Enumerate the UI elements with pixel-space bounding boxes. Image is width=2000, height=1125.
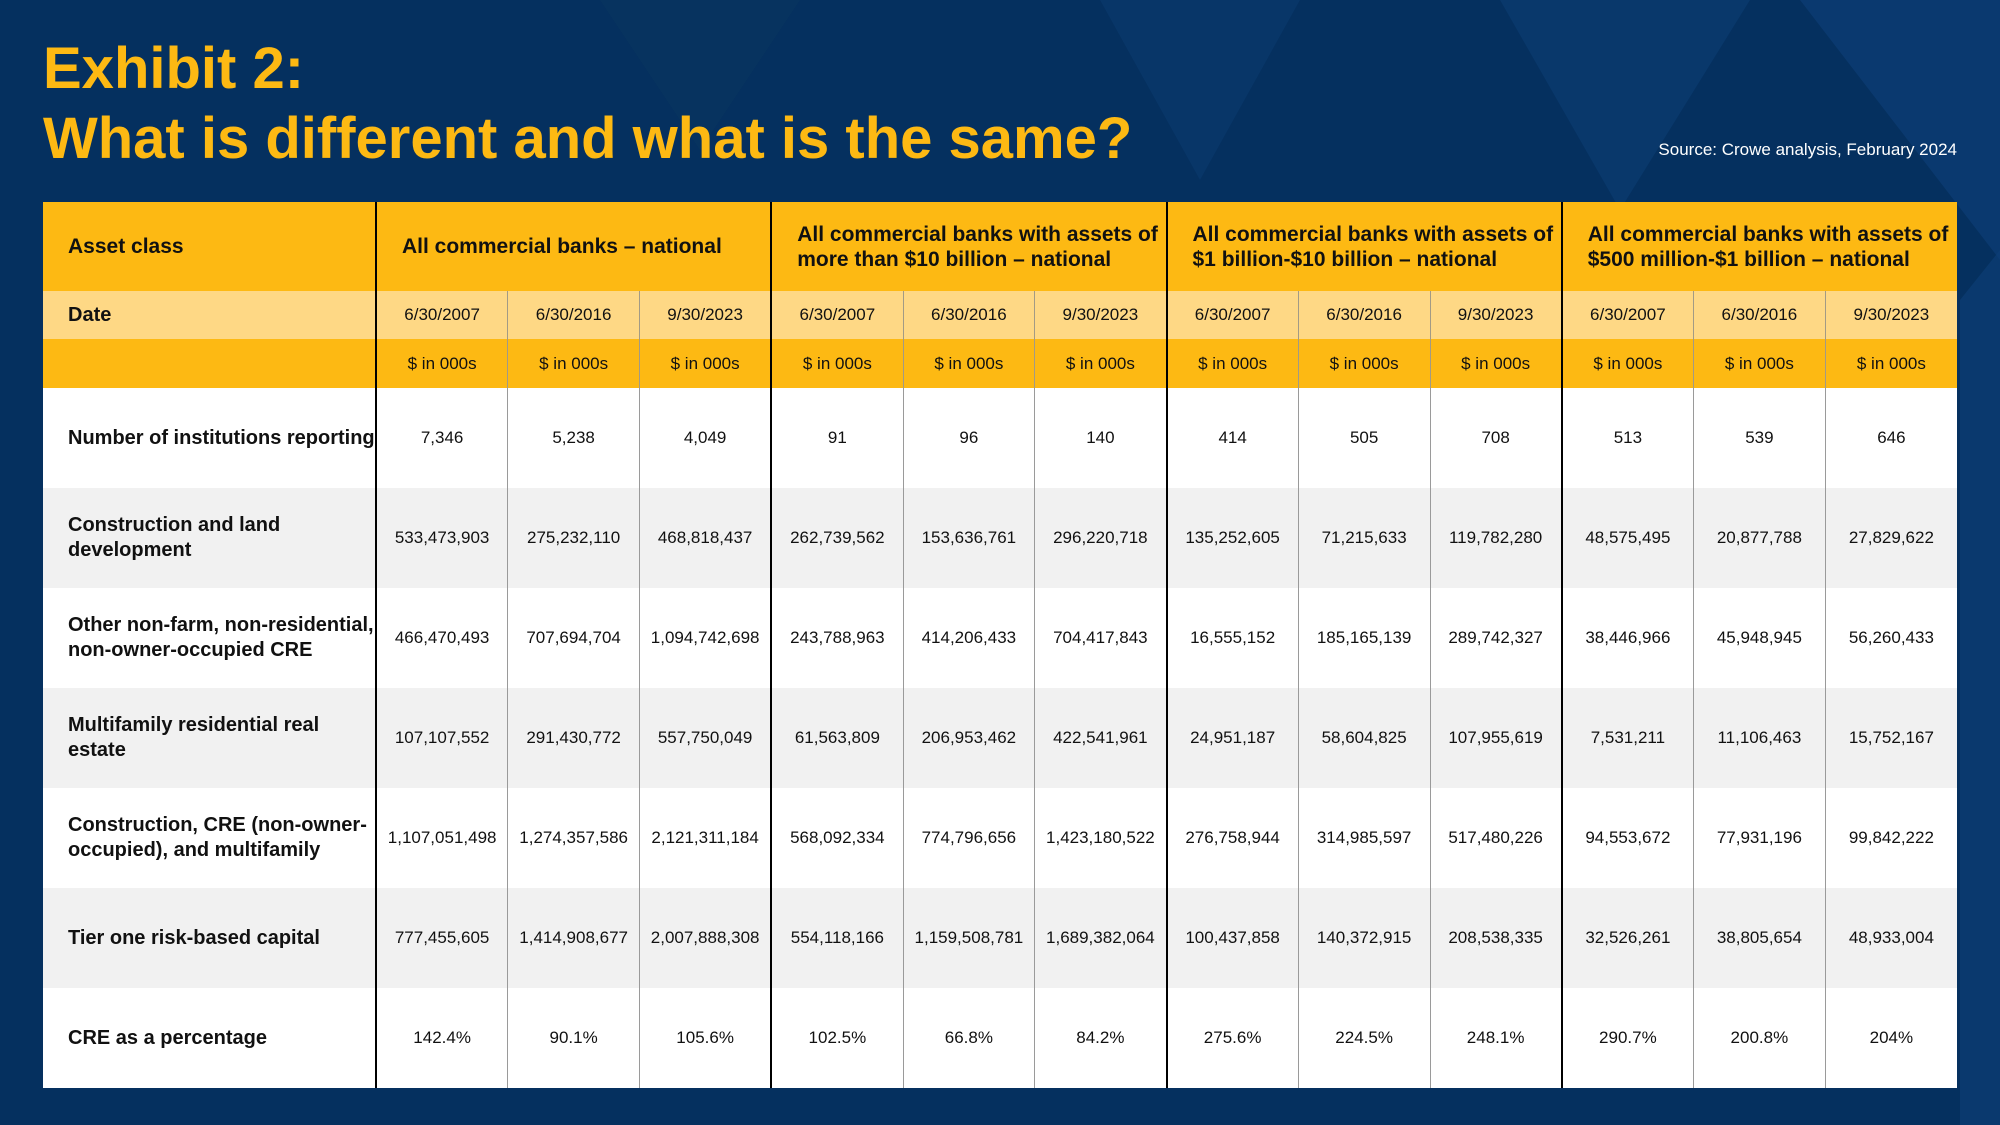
value-cell: 84.2% <box>1035 988 1167 1088</box>
value-cell: 58,604,825 <box>1298 688 1430 788</box>
value-cell: 102.5% <box>771 988 903 1088</box>
date-cell: 9/30/2023 <box>640 291 772 339</box>
value-cell: 38,446,966 <box>1562 588 1694 688</box>
group-header: All commercial banks – national <box>376 202 771 291</box>
date-cell: 9/30/2023 <box>1825 291 1957 339</box>
value-cell: 1,414,908,677 <box>508 888 640 988</box>
row-label: Tier one risk-based capital <box>43 888 376 988</box>
value-cell: 96 <box>903 388 1035 488</box>
value-cell: 38,805,654 <box>1694 888 1826 988</box>
date-row <box>43 291 1957 339</box>
value-cell: 45,948,945 <box>1694 588 1826 688</box>
date-cell: 6/30/2007 <box>771 291 903 339</box>
value-cell: 290.7% <box>1562 988 1694 1088</box>
value-cell: 1,094,742,698 <box>640 588 772 688</box>
data-table <box>43 202 1957 1088</box>
unit-cell: $ in 000s <box>640 339 772 388</box>
table-row <box>43 788 1957 888</box>
value-cell: 707,694,704 <box>508 588 640 688</box>
value-cell: 248.1% <box>1430 988 1562 1088</box>
value-cell: 91 <box>771 388 903 488</box>
value-cell: 777,455,605 <box>376 888 508 988</box>
value-cell: 56,260,433 <box>1825 588 1957 688</box>
value-cell: 414 <box>1167 388 1299 488</box>
date-cell: 9/30/2023 <box>1035 291 1167 339</box>
page-title <box>43 34 1132 174</box>
value-cell: 708 <box>1430 388 1562 488</box>
value-cell: 422,541,961 <box>1035 688 1167 788</box>
value-cell: 142.4% <box>376 988 508 1088</box>
value-cell: 153,636,761 <box>903 488 1035 588</box>
value-cell: 1,274,357,586 <box>508 788 640 888</box>
unit-cell: $ in 000s <box>1825 339 1957 388</box>
value-cell: 200.8% <box>1694 988 1826 1088</box>
date-label: Date <box>43 291 376 339</box>
unit-cell: $ in 000s <box>903 339 1035 388</box>
value-cell: 646 <box>1825 388 1957 488</box>
row-label: Number of institutions reporting <box>43 388 376 488</box>
value-cell: 704,417,843 <box>1035 588 1167 688</box>
unit-cell: $ in 000s <box>1035 339 1167 388</box>
value-cell: 513 <box>1562 388 1694 488</box>
value-cell: 4,049 <box>640 388 772 488</box>
value-cell: 517,480,226 <box>1430 788 1562 888</box>
value-cell: 468,818,437 <box>640 488 772 588</box>
value-cell: 557,750,049 <box>640 688 772 788</box>
value-cell: 48,575,495 <box>1562 488 1694 588</box>
group-header: All commercial banks with assets of more than $10 billion – national <box>771 202 1166 291</box>
row-label: CRE as a percentage <box>43 988 376 1088</box>
value-cell: 262,739,562 <box>771 488 903 588</box>
value-cell: 1,689,382,064 <box>1035 888 1167 988</box>
value-cell: 140,372,915 <box>1298 888 1430 988</box>
date-cell: 6/30/2016 <box>508 291 640 339</box>
unit-cell: $ in 000s <box>1562 339 1694 388</box>
group-header: All commercial banks with assets of $500 million-$1 billion – national <box>1562 202 1957 291</box>
value-cell: 466,470,493 <box>376 588 508 688</box>
value-cell: 568,092,334 <box>771 788 903 888</box>
row-label: Construction, CRE (non-owner-occupied), and multifamily <box>43 788 376 888</box>
value-cell: 107,955,619 <box>1430 688 1562 788</box>
unit-cell: $ in 000s <box>1167 339 1299 388</box>
value-cell: 24,951,187 <box>1167 688 1299 788</box>
value-cell: 539 <box>1694 388 1826 488</box>
value-cell: 243,788,963 <box>771 588 903 688</box>
table-row <box>43 388 1957 488</box>
value-cell: 99,842,222 <box>1825 788 1957 888</box>
unit-cell: $ in 000s <box>1694 339 1826 388</box>
value-cell: 32,526,261 <box>1562 888 1694 988</box>
date-cell: 6/30/2007 <box>1167 291 1299 339</box>
value-cell: 11,106,463 <box>1694 688 1826 788</box>
row-label: Multifamily residential real estate <box>43 688 376 788</box>
value-cell: 20,877,788 <box>1694 488 1826 588</box>
value-cell: 100,437,858 <box>1167 888 1299 988</box>
table-row <box>43 488 1957 588</box>
value-cell: 291,430,772 <box>508 688 640 788</box>
value-cell: 94,553,672 <box>1562 788 1694 888</box>
row-label: Other non-farm, non-residential, non-owner-occupied CRE <box>43 588 376 688</box>
group-header-row <box>43 202 1957 291</box>
title-line-2: What is different and what is the same? <box>43 106 1133 171</box>
value-cell: 7,346 <box>376 388 508 488</box>
unit-cell: $ in 000s <box>508 339 640 388</box>
value-cell: 107,107,552 <box>376 688 508 788</box>
value-cell: 27,829,622 <box>1825 488 1957 588</box>
value-cell: 2,007,888,308 <box>640 888 772 988</box>
value-cell: 533,473,903 <box>376 488 508 588</box>
value-cell: 224.5% <box>1298 988 1430 1088</box>
value-cell: 289,742,327 <box>1430 588 1562 688</box>
source-note: Source: Crowe analysis, February 2024 <box>1658 140 1957 159</box>
value-cell: 296,220,718 <box>1035 488 1167 588</box>
unit-cell: $ in 000s <box>1430 339 1562 388</box>
title-line-1: Exhibit 2: <box>43 36 305 101</box>
group-header: All commercial banks with assets of $1 billion-$10 billion – national <box>1167 202 1562 291</box>
value-cell: 66.8% <box>903 988 1035 1088</box>
value-cell: 2,121,311,184 <box>640 788 772 888</box>
value-cell: 7,531,211 <box>1562 688 1694 788</box>
value-cell: 119,782,280 <box>1430 488 1562 588</box>
value-cell: 414,206,433 <box>903 588 1035 688</box>
value-cell: 1,423,180,522 <box>1035 788 1167 888</box>
date-cell: 6/30/2016 <box>1694 291 1826 339</box>
value-cell: 204% <box>1825 988 1957 1088</box>
value-cell: 77,931,196 <box>1694 788 1826 888</box>
date-cell: 6/30/2007 <box>376 291 508 339</box>
row-label: Construction and land development <box>43 488 376 588</box>
value-cell: 774,796,656 <box>903 788 1035 888</box>
value-cell: 15,752,167 <box>1825 688 1957 788</box>
value-cell: 61,563,809 <box>771 688 903 788</box>
value-cell: 135,252,605 <box>1167 488 1299 588</box>
value-cell: 206,953,462 <box>903 688 1035 788</box>
value-cell: 1,159,508,781 <box>903 888 1035 988</box>
value-cell: 71,215,633 <box>1298 488 1430 588</box>
date-cell: 6/30/2016 <box>1298 291 1430 339</box>
date-cell: 6/30/2016 <box>903 291 1035 339</box>
table-row <box>43 888 1957 988</box>
table-row <box>43 988 1957 1088</box>
units-row <box>43 339 1957 388</box>
value-cell: 276,758,944 <box>1167 788 1299 888</box>
value-cell: 185,165,139 <box>1298 588 1430 688</box>
date-cell: 6/30/2007 <box>1562 291 1694 339</box>
value-cell: 554,118,166 <box>771 888 903 988</box>
value-cell: 1,107,051,498 <box>376 788 508 888</box>
value-cell: 140 <box>1035 388 1167 488</box>
unit-cell: $ in 000s <box>376 339 508 388</box>
value-cell: 48,933,004 <box>1825 888 1957 988</box>
date-cell: 9/30/2023 <box>1430 291 1562 339</box>
asset-class-header: Asset class <box>43 202 376 291</box>
unit-cell: $ in 000s <box>771 339 903 388</box>
value-cell: 314,985,597 <box>1298 788 1430 888</box>
value-cell: 90.1% <box>508 988 640 1088</box>
value-cell: 5,238 <box>508 388 640 488</box>
value-cell: 505 <box>1298 388 1430 488</box>
value-cell: 275.6% <box>1167 988 1299 1088</box>
value-cell: 208,538,335 <box>1430 888 1562 988</box>
unit-cell: $ in 000s <box>1298 339 1430 388</box>
units-label <box>43 339 376 388</box>
table-row <box>43 588 1957 688</box>
value-cell: 105.6% <box>640 988 772 1088</box>
value-cell: 16,555,152 <box>1167 588 1299 688</box>
value-cell: 275,232,110 <box>508 488 640 588</box>
table-row <box>43 688 1957 788</box>
